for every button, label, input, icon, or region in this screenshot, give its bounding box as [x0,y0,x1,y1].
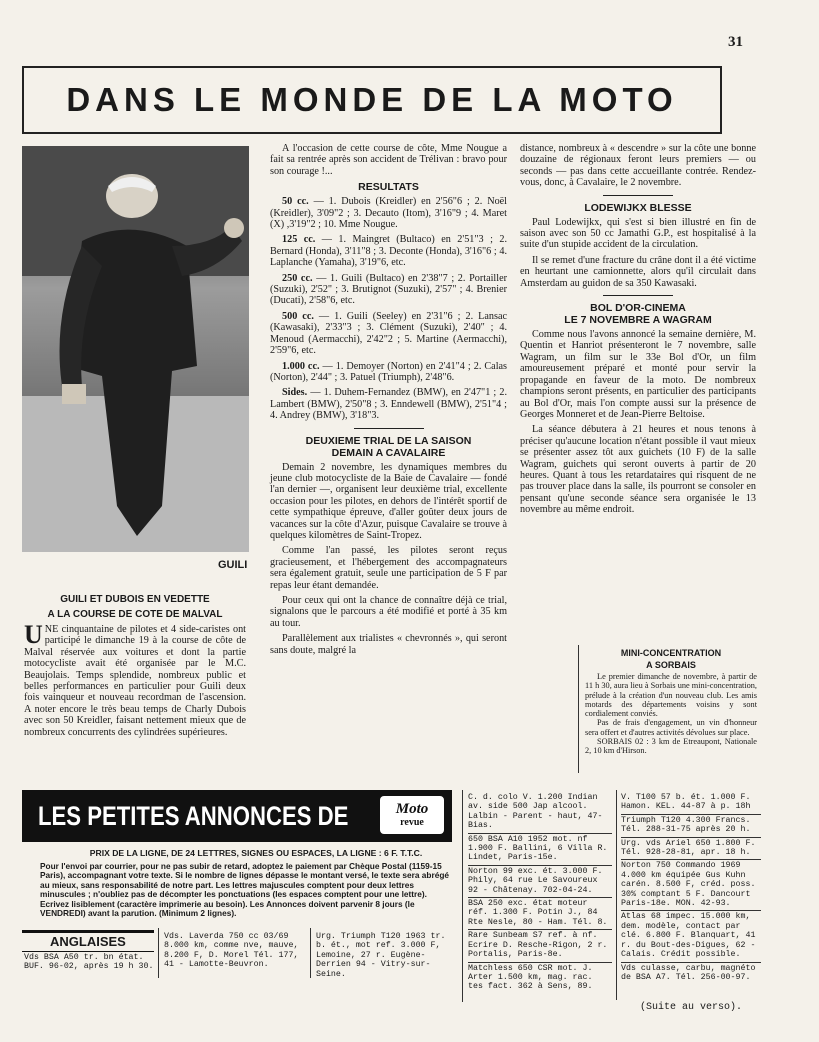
mini-p3: SORBAIS 02 : 3 km de Etreaupont, Nationale 2, 10 km d'Hirson. [585,737,757,756]
result-1000 [270,361,507,384]
ads-info: Pour l'envoi par courrier, pour ne pas subir de retard, adoptez le paiement par Chèque Postal (1159-15 Paris), accompagnant votre texte. Si le nombre de lignes dépasse le montant versé, le texte sera abrégé au mieux, sans responsabilité de notre part. Les lettres majuscules comptent pour deux lettres minuscules ; n'oubliez pas de décompter les ponctuations (les espaces comptent pour une lettre). Ecrivez lisiblement (caractère imprimerie au besoin). Les Annonces doivent parvenir 8 jours (le VENDREDI) avant la parution. (Minimum 2 lignes). [40,861,450,919]
anglaises-section [22,930,154,952]
ads-price-line: PRIX DE LA LIGNE, DE 24 LETTRES, SIGNES OU ESPACES, LA LIGNE : 6 F. T.T.C. [89,848,423,858]
ad-item: V. T100 57 b. ét. 1.000 F. Hamon. KEL. 44-87 à p. 18h [621,792,761,815]
ad-item: BSA 250 exc. état moteur réf. 1.300 F. Potin J., 84 Rte Nesle, 80 - Ham. Tél. 8. [468,898,612,930]
result-500 [270,311,507,357]
result-50 [270,196,507,230]
rider-photo [22,146,249,552]
trial-p2: Comme l'an passé, les pilotes seront reçus gracieusement, et l'hébergement des accompagnateurs sera également gratuit, seule une participation de 5 F par repas leur étant demandée. [270,545,507,591]
logo-line-1: Moto [395,801,429,817]
drop-cap: U [24,620,43,649]
left-body [24,620,246,738]
mini-article [585,648,757,756]
divider [603,295,673,296]
bol-p2: La séance débutera à 21 heures et nous tenons à préciser qu'aucune location n'étant possible il vaut mieux se présenter assez tôt aux guichets (10 F) de la salle Wagram, guichets qui seront ouverts à partir de 20 heures. Quant à tous les retardataires qui risquent de ne pas trouver place dans la salle, ils pourront se consoler en pensant qu'une seconde séance sera organisée le 13 novembre au même endroit. [520,424,756,516]
result-sides-text: — 1. Duhem-Fernandez (BMW), en 2'47"1 ; 2. Lambert (BMW), 2'50"8 ; 3. Enndewell (BMW), 2'51"4 ; 4. Andrey (BMW), 3'18"3. [270,387,508,422]
ad-item: Vds culasse, carbu, magnéto de BSA A7. Tél. 256-00-97. [621,963,756,982]
ads-column-4 [468,792,612,994]
ad-laverda: Vds. Laverda 750 cc 03/69 8.000 km, comme nve, mauve, 8.200 F, D. Morel Tél. 177, 41 - Lamotte-Beuvron. [164,932,299,970]
result-50-text: — 1. Dubois (Kreidler) en 2'56"6 ; 2. Noël (Kreidler), 3'09"2 ; 3. Decauto (Itom), 3'16"9 ; 4. Maret (X) ,3'19"2 ; 10. Mme Nougue. [270,196,508,231]
ads-banner [22,790,452,842]
lode-heading: LODEWIJKX BLESSE [584,201,692,214]
bol-heading-2: LE 7 NOVEMBRE A WAGRAM [564,314,712,327]
ads-column-5 [621,792,761,984]
divider [354,428,424,429]
left-heading-1: GUILI ET DUBOIS EN VEDETTE [60,594,210,605]
ads-col-rule [462,790,463,1002]
title-box [22,66,722,134]
rider-figure-icon [22,146,249,552]
result-125 [270,234,507,268]
mini-heading-1: MINI-CONCENTRATION [620,648,722,658]
result-sides-cat: Sides. [282,387,308,399]
result-1000-text: — 1. Demoyer (Norton) en 2'41"4 ; 2. Calas (Norton), 2'44" ; 3. Patuel (Triumph), 2'48"6. [270,360,508,383]
mini-heading-2: A SORBAIS [646,660,696,670]
moto-revue-logo [380,796,444,834]
ad-item: Matchless 650 CSR mot. J. Arter 1.500 km, mag. rac. tes fact. 362 à Sens, 89. [468,963,593,992]
result-500-cat: 500 cc. [282,310,314,322]
mid-article [270,143,507,660]
trial-heading-1: DEUXIEME TRIAL DE LA SAISON [305,434,472,447]
ad-item: C. d. colo V. 1.200 Indian av. side 500 Jap alcool. Lalbin - Parent - haut, 47-Bias. [468,792,612,834]
ad-triumph-t120: Urg. Triumph T120 1963 tr. b. ét., mot ref. 3.000 F, Lemoine, 27 r. Eugène-Derrien 94 - Vitry-sur-Seine. [316,932,446,979]
logo-line-2: revue [400,817,424,828]
mini-left-rule [578,645,579,773]
trial-p4: Parallèlement aux trialistes « chevronnés », qui seront sans doute, malgré la [270,633,507,656]
ads-banner-title: LES PETITES ANNONCES DE [38,800,349,831]
result-125-text: — 1. Maingret (Bultaco) en 2'51"3 ; 2. Bernard (Honda), 3'11"8 ; 3. Deconte (Honda), 3'16"6 ; 4. Laplanche (Yamaha), 3'19"6, etc. [270,234,508,269]
mid-intro: A l'occasion de cette course de côte, Mme Nougue a fait sa rentrée après son accident de Trélivan : bravo pour son courage !... [270,143,507,177]
trial-p1: Demain 2 novembre, les dynamiques membres du jeune club motocycliste de la Baie de Cavalaire — fondé l'an dernier —, organisent leur deuxième trial, excellente occasion pour les pilotes, en dehors de l'intérêt sportif de cette sympathique épreuve, d'aller goûter deux jours de vacances sur la côte d'Azur, puisque Cavalaire se trouve à quelques kilomètres de Saint-Tropez. [270,461,507,541]
result-sides [270,387,507,421]
right-continuation: distance, nombreux à « descendre » sur la côte une bonne douzaine de régionaux feront leurs premiers — ou seconds — pas dans cette accueillante contrée. Rendez-vous, donc, à Cavalaire, le 2 novembre. [520,143,756,189]
suite-note: (Suite au verso). [640,1002,743,1013]
result-1000-cat: 1.000 cc. [282,360,320,372]
ads-col-rule [616,790,617,1000]
lode-p1: Paul Lodewijkx, qui s'est si bien illustré en fin de saison avec son 50 cc Jamathi G.P., est hospitalisé à la suite d'un stupide accident de la circulation. [520,216,756,251]
result-125-cat: 125 cc. [282,234,316,246]
left-body-text: NE cinquantaine de pilotes et 4 side-caristes ont participé le dimanche 19 à la course de côte de Malval réservée aux voitures et dont la partie motocycliste avait été organisée par le M.C. Beaujolais. Temps splendide, nombreux public et belles performances en particulier pour Guili deux fois vainqueur et nouveau recordman de l'ascension. A noter encore le très beau temps de Charly Dubois avec son 50 Kreidler, faisant nettement mieux que de nombreux concurrents des cylindrées supérieures. [24,624,246,738]
bol-p1: Comme nous l'avons annoncé la semaine dernière, M. Quentin et Hanriot présenteront le 7 novembre, salle Wagram, un film sur le 33e Bol d'Or, un film amoureusement préparé et monté pour servir la propagande en faveur de la moto. De nombreux champions seront présents, en particulier des participants au Bol d'Or, mais l'on compte aussi sur la présence de Georges Monneret et de Jean-Pierre Beltoise. [520,329,756,420]
divider [603,195,673,196]
result-250 [270,273,507,307]
ad-item: Rare Sunbeam S7 ref. à nf. Ecrire D. Resche-Rigon, 2 r. Portalis, Paris-8e. [468,930,612,962]
ad-item: Norton 750 Commando 1969 4.000 km équipée Gus Kuhn carén. 8.500 F, créd. poss. 30% comptant 5 F. Dancourt Paris-18e. MON. 42-93. [621,860,761,911]
result-50-cat: 50 cc. [282,196,309,208]
ads-col-rule [310,928,311,978]
result-250-text: — 1. Guili (Bultaco) en 2'38"7 ; 2. Portailler (Suzuki), 2'52" ; 3. Brutignot (Suzuki), 2'57" ; 4. Brenier (Ducati), 2'58"6, etc. [270,272,508,307]
result-500-text: — 1. Guili (Seeley) en 2'31"6 ; 2. Lansac (Kawasaki), 2'33"3 ; 3. Clément (Suzuki), 2'40" ; 4. Menoud (Aermacchi), 2'42"2 ; 5. Martine (Aermacchi), 2'59"6, etc. [270,310,508,357]
results-heading: RESULTATS [358,181,419,194]
page-title: DANS LE MONDE DE LA MOTO [66,81,678,118]
right-article [520,143,756,520]
ad-item: 650 BSA A10 1952 mot. nf 1.900 F. Ballini, 6 Villa R. Lindet, Paris-15e. [468,834,612,866]
trial-heading-2: DEMAIN A CAVALAIRE [331,446,446,459]
left-heading-2: A LA COURSE DE COTE DE MALVAL [47,609,223,620]
page-number: 31 [728,34,743,50]
mini-p1: Le premier dimanche de novembre, à partir de 11 h 30, aura lieu à Sorbais une mini-concentration, prélude à la création d'un nouveau club. Les amis motards des départements voisins y sont cordialement conviés. [585,672,757,719]
left-article [24,590,246,742]
ad-item: Norton 99 exc. ét. 3.000 F. Phily, 64 rue Le Savoureux 92 - Châtenay. 702-04-24. [468,866,612,898]
trial-p3: Pour ceux qui ont la chance de connaître déjà ce trial, signalons que le parcours a été modifié et porté à 35 km au tour. [270,595,507,629]
ad-item: Triumph T120 4.300 Francs. Tél. 288-31-75 après 20 h. [621,815,761,838]
anglaises-heading: ANGLAISES [50,934,126,949]
ads-col-rule [158,928,159,978]
result-250-cat: 250 cc. [282,272,313,284]
ad-bsa-a50: Vds BSA A50 tr. bn état. BUF. 96-02, après 19 h 30. [24,953,154,972]
photo-caption: GUILI [218,559,248,571]
mini-p2: Pas de frais d'engagement, un vin d'honneur sera offert et d'autres activités dévolues sur place. [585,718,757,737]
lode-p2: Il se remet d'une fracture du crâne dont il a été victime en heurtant une camionnette, alors qu'il circulait dans Amsterdam au guidon de sa 350 Kawasaki. [520,254,756,289]
bol-heading-1: BOL D'OR-CINEMA [590,302,686,315]
ad-item: Urg. vds Ariel 650 1.800 F. Tél. 928-28-81, apr. 18 h. [621,838,761,861]
ad-item: Atlas 68 impec. 15.000 km, dem. modèle, contact par clé. 6.800 F. Blanquart, 41 r. du Bout-des-Digues, 62 - Calais. Crédit possible. [621,911,761,962]
